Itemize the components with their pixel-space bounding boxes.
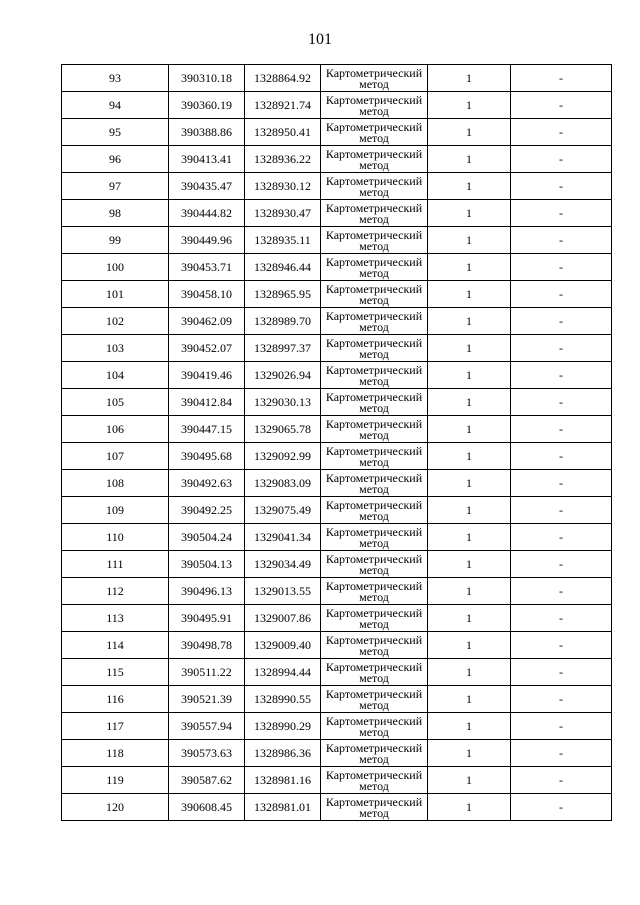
method-text: Картометрический метод xyxy=(325,362,423,388)
description-cell: - xyxy=(511,362,612,389)
method-text: Картометрический метод xyxy=(325,119,423,145)
point-number-cell: 109 xyxy=(62,497,169,524)
point-number-cell: 119 xyxy=(62,767,169,794)
method-cell xyxy=(321,605,428,632)
coordinates-table-body xyxy=(62,65,612,821)
y-coordinate-cell: 1328930.12 xyxy=(245,173,321,200)
description-cell: - xyxy=(511,389,612,416)
method-text: Картометрический метод xyxy=(325,254,423,280)
y-coordinate-cell: 1328965.95 xyxy=(245,281,321,308)
y-coordinate-cell: 1329026.94 xyxy=(245,362,321,389)
table-row xyxy=(62,254,612,281)
description-cell: - xyxy=(511,551,612,578)
method-cell xyxy=(321,632,428,659)
method-cell xyxy=(321,740,428,767)
accuracy-cell: 1 xyxy=(428,173,511,200)
method-text: Картометрический метод xyxy=(325,524,423,550)
y-coordinate-cell: 1329034.49 xyxy=(245,551,321,578)
point-number-cell: 116 xyxy=(62,686,169,713)
table-row xyxy=(62,308,612,335)
description-cell: - xyxy=(511,659,612,686)
description-cell: - xyxy=(511,470,612,497)
table-row xyxy=(62,92,612,119)
description-cell: - xyxy=(511,173,612,200)
y-coordinate-cell: 1328950.41 xyxy=(245,119,321,146)
x-coordinate-cell: 390435.47 xyxy=(169,173,245,200)
x-coordinate-cell: 390557.94 xyxy=(169,713,245,740)
y-coordinate-cell: 1329083.09 xyxy=(245,470,321,497)
point-number-cell: 117 xyxy=(62,713,169,740)
method-text: Картометрический метод xyxy=(325,686,423,712)
method-cell xyxy=(321,470,428,497)
table-row xyxy=(62,686,612,713)
table-row xyxy=(62,767,612,794)
accuracy-cell: 1 xyxy=(428,605,511,632)
point-number-cell: 113 xyxy=(62,605,169,632)
method-cell xyxy=(321,92,428,119)
x-coordinate-cell: 390587.62 xyxy=(169,767,245,794)
method-text: Картометрический метод xyxy=(325,767,423,793)
method-cell xyxy=(321,443,428,470)
table-row xyxy=(62,362,612,389)
method-cell xyxy=(321,308,428,335)
y-coordinate-cell: 1328990.29 xyxy=(245,713,321,740)
point-number-cell: 103 xyxy=(62,335,169,362)
x-coordinate-cell: 390504.13 xyxy=(169,551,245,578)
method-cell xyxy=(321,173,428,200)
point-number-cell: 110 xyxy=(62,524,169,551)
point-number-cell: 100 xyxy=(62,254,169,281)
accuracy-cell: 1 xyxy=(428,92,511,119)
table-row xyxy=(62,389,612,416)
point-number-cell: 99 xyxy=(62,227,169,254)
method-text: Картометрический метод xyxy=(325,578,423,604)
description-cell: - xyxy=(511,794,612,821)
table-row xyxy=(62,551,612,578)
accuracy-cell: 1 xyxy=(428,65,511,92)
x-coordinate-cell: 390419.46 xyxy=(169,362,245,389)
y-coordinate-cell: 1329009.40 xyxy=(245,632,321,659)
description-cell: - xyxy=(511,254,612,281)
y-coordinate-cell: 1328986.36 xyxy=(245,740,321,767)
y-coordinate-cell: 1328990.55 xyxy=(245,686,321,713)
point-number-cell: 114 xyxy=(62,632,169,659)
method-text: Картометрический метод xyxy=(325,470,423,496)
description-cell: - xyxy=(511,713,612,740)
coordinates-table xyxy=(61,64,612,821)
table-row xyxy=(62,659,612,686)
x-coordinate-cell: 390492.25 xyxy=(169,497,245,524)
accuracy-cell: 1 xyxy=(428,200,511,227)
method-text: Картометрический метод xyxy=(325,335,423,361)
y-coordinate-cell: 1328981.16 xyxy=(245,767,321,794)
description-cell: - xyxy=(511,740,612,767)
x-coordinate-cell: 390495.68 xyxy=(169,443,245,470)
x-coordinate-cell: 390449.96 xyxy=(169,227,245,254)
accuracy-cell: 1 xyxy=(428,146,511,173)
y-coordinate-cell: 1328936.22 xyxy=(245,146,321,173)
accuracy-cell: 1 xyxy=(428,578,511,605)
accuracy-cell: 1 xyxy=(428,551,511,578)
method-text: Картометрический метод xyxy=(325,65,423,91)
point-number-cell: 107 xyxy=(62,443,169,470)
description-cell: - xyxy=(511,767,612,794)
y-coordinate-cell: 1329013.55 xyxy=(245,578,321,605)
x-coordinate-cell: 390573.63 xyxy=(169,740,245,767)
point-number-cell: 96 xyxy=(62,146,169,173)
point-number-cell: 120 xyxy=(62,794,169,821)
x-coordinate-cell: 390447.15 xyxy=(169,416,245,443)
y-coordinate-cell: 1328981.01 xyxy=(245,794,321,821)
x-coordinate-cell: 390310.18 xyxy=(169,65,245,92)
table-row xyxy=(62,605,612,632)
method-text: Картометрический метод xyxy=(325,200,423,226)
description-cell: - xyxy=(511,524,612,551)
accuracy-cell: 1 xyxy=(428,470,511,497)
table-row xyxy=(62,794,612,821)
table-row xyxy=(62,740,612,767)
table-row xyxy=(62,335,612,362)
y-coordinate-cell: 1329030.13 xyxy=(245,389,321,416)
method-text: Картометрический метод xyxy=(325,416,423,442)
x-coordinate-cell: 390521.39 xyxy=(169,686,245,713)
page-number: 101 xyxy=(308,31,332,48)
y-coordinate-cell: 1328997.37 xyxy=(245,335,321,362)
method-text: Картометрический метод xyxy=(325,605,423,631)
y-coordinate-cell: 1328864.92 xyxy=(245,65,321,92)
method-text: Картометрический метод xyxy=(325,281,423,307)
method-cell xyxy=(321,119,428,146)
point-number-cell: 118 xyxy=(62,740,169,767)
accuracy-cell: 1 xyxy=(428,659,511,686)
point-number-cell: 105 xyxy=(62,389,169,416)
description-cell: - xyxy=(511,92,612,119)
description-cell: - xyxy=(511,686,612,713)
table-row xyxy=(62,524,612,551)
table-row xyxy=(62,632,612,659)
method-cell xyxy=(321,281,428,308)
x-coordinate-cell: 390608.45 xyxy=(169,794,245,821)
x-coordinate-cell: 390504.24 xyxy=(169,524,245,551)
x-coordinate-cell: 390498.78 xyxy=(169,632,245,659)
method-cell xyxy=(321,659,428,686)
method-cell xyxy=(321,254,428,281)
x-coordinate-cell: 390360.19 xyxy=(169,92,245,119)
x-coordinate-cell: 390413.41 xyxy=(169,146,245,173)
accuracy-cell: 1 xyxy=(428,362,511,389)
point-number-cell: 97 xyxy=(62,173,169,200)
accuracy-cell: 1 xyxy=(428,713,511,740)
method-cell xyxy=(321,65,428,92)
x-coordinate-cell: 390511.22 xyxy=(169,659,245,686)
description-cell: - xyxy=(511,335,612,362)
method-text: Картометрический метод xyxy=(325,146,423,172)
method-text: Картометрический метод xyxy=(325,551,423,577)
y-coordinate-cell: 1329007.86 xyxy=(245,605,321,632)
method-cell xyxy=(321,416,428,443)
y-coordinate-cell: 1328946.44 xyxy=(245,254,321,281)
point-number-cell: 102 xyxy=(62,308,169,335)
table-row xyxy=(62,416,612,443)
accuracy-cell: 1 xyxy=(428,254,511,281)
y-coordinate-cell: 1328935.11 xyxy=(245,227,321,254)
method-text: Картометрический метод xyxy=(325,632,423,658)
method-cell xyxy=(321,200,428,227)
method-cell xyxy=(321,713,428,740)
point-number-cell: 106 xyxy=(62,416,169,443)
point-number-cell: 101 xyxy=(62,281,169,308)
table-row xyxy=(62,65,612,92)
method-cell xyxy=(321,497,428,524)
accuracy-cell: 1 xyxy=(428,335,511,362)
point-number-cell: 94 xyxy=(62,92,169,119)
accuracy-cell: 1 xyxy=(428,227,511,254)
table-row xyxy=(62,281,612,308)
description-cell: - xyxy=(511,119,612,146)
description-cell: - xyxy=(511,632,612,659)
table-row xyxy=(62,119,612,146)
x-coordinate-cell: 390495.91 xyxy=(169,605,245,632)
table-row xyxy=(62,470,612,497)
method-cell xyxy=(321,578,428,605)
method-cell xyxy=(321,551,428,578)
method-cell xyxy=(321,146,428,173)
accuracy-cell: 1 xyxy=(428,794,511,821)
x-coordinate-cell: 390462.09 xyxy=(169,308,245,335)
table-row xyxy=(62,227,612,254)
y-coordinate-cell: 1329092.99 xyxy=(245,443,321,470)
accuracy-cell: 1 xyxy=(428,443,511,470)
method-cell xyxy=(321,389,428,416)
method-text: Картометрический метод xyxy=(325,740,423,766)
point-number-cell: 111 xyxy=(62,551,169,578)
accuracy-cell: 1 xyxy=(428,389,511,416)
y-coordinate-cell: 1328921.74 xyxy=(245,92,321,119)
method-cell xyxy=(321,767,428,794)
method-text: Картометрический метод xyxy=(325,713,423,739)
accuracy-cell: 1 xyxy=(428,524,511,551)
y-coordinate-cell: 1329041.34 xyxy=(245,524,321,551)
method-cell xyxy=(321,686,428,713)
description-cell: - xyxy=(511,281,612,308)
x-coordinate-cell: 390412.84 xyxy=(169,389,245,416)
x-coordinate-cell: 390453.71 xyxy=(169,254,245,281)
x-coordinate-cell: 390452.07 xyxy=(169,335,245,362)
method-cell xyxy=(321,227,428,254)
accuracy-cell: 1 xyxy=(428,740,511,767)
method-cell xyxy=(321,794,428,821)
accuracy-cell: 1 xyxy=(428,767,511,794)
method-cell xyxy=(321,524,428,551)
description-cell: - xyxy=(511,65,612,92)
description-cell: - xyxy=(511,308,612,335)
method-text: Картометрический метод xyxy=(325,443,423,469)
table-row xyxy=(62,497,612,524)
table-row xyxy=(62,578,612,605)
x-coordinate-cell: 390496.13 xyxy=(169,578,245,605)
x-coordinate-cell: 390492.63 xyxy=(169,470,245,497)
point-number-cell: 98 xyxy=(62,200,169,227)
method-text: Картометрический метод xyxy=(325,92,423,118)
point-number-cell: 108 xyxy=(62,470,169,497)
accuracy-cell: 1 xyxy=(428,632,511,659)
accuracy-cell: 1 xyxy=(428,497,511,524)
method-text: Картометрический метод xyxy=(325,659,423,685)
method-text: Картометрический метод xyxy=(325,308,423,334)
point-number-cell: 112 xyxy=(62,578,169,605)
method-text: Картометрический метод xyxy=(325,389,423,415)
accuracy-cell: 1 xyxy=(428,416,511,443)
table-row xyxy=(62,146,612,173)
method-cell xyxy=(321,362,428,389)
description-cell: - xyxy=(511,578,612,605)
description-cell: - xyxy=(511,416,612,443)
y-coordinate-cell: 1329065.78 xyxy=(245,416,321,443)
accuracy-cell: 1 xyxy=(428,281,511,308)
y-coordinate-cell: 1328989.70 xyxy=(245,308,321,335)
accuracy-cell: 1 xyxy=(428,686,511,713)
description-cell: - xyxy=(511,146,612,173)
method-text: Картометрический метод xyxy=(325,497,423,523)
table-row xyxy=(62,443,612,470)
y-coordinate-cell: 1329075.49 xyxy=(245,497,321,524)
description-cell: - xyxy=(511,605,612,632)
method-text: Картометрический метод xyxy=(325,173,423,199)
description-cell: - xyxy=(511,443,612,470)
y-coordinate-cell: 1328994.44 xyxy=(245,659,321,686)
method-cell xyxy=(321,335,428,362)
y-coordinate-cell: 1328930.47 xyxy=(245,200,321,227)
point-number-cell: 104 xyxy=(62,362,169,389)
point-number-cell: 93 xyxy=(62,65,169,92)
method-text: Картометрический метод xyxy=(325,794,423,820)
method-text: Картометрический метод xyxy=(325,227,423,253)
description-cell: - xyxy=(511,497,612,524)
point-number-cell: 115 xyxy=(62,659,169,686)
table-row xyxy=(62,173,612,200)
description-cell: - xyxy=(511,200,612,227)
description-cell: - xyxy=(511,227,612,254)
point-number-cell: 95 xyxy=(62,119,169,146)
x-coordinate-cell: 390388.86 xyxy=(169,119,245,146)
x-coordinate-cell: 390458.10 xyxy=(169,281,245,308)
table-row xyxy=(62,200,612,227)
accuracy-cell: 1 xyxy=(428,119,511,146)
accuracy-cell: 1 xyxy=(428,308,511,335)
x-coordinate-cell: 390444.82 xyxy=(169,200,245,227)
table-row xyxy=(62,713,612,740)
